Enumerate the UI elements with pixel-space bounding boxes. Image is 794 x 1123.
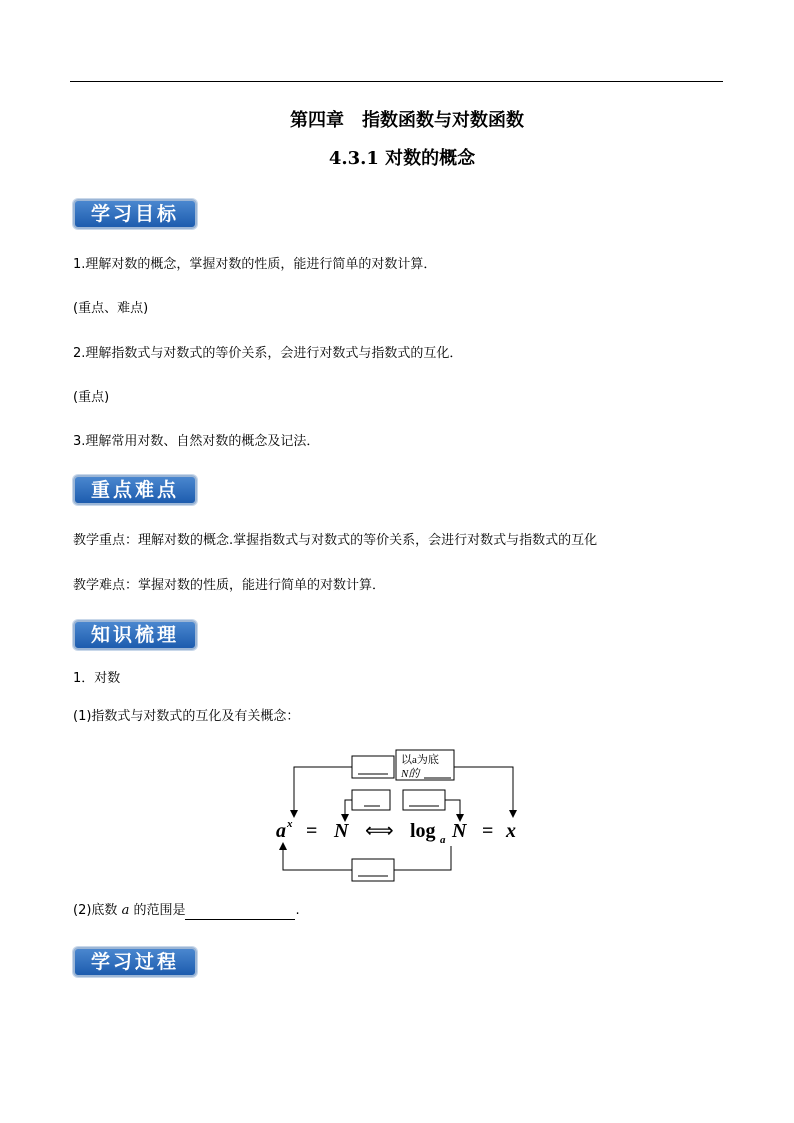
blank-box <box>352 859 394 881</box>
objective-item: (重点) <box>73 390 110 405</box>
eq-arrow: ⟺ <box>365 820 394 842</box>
knowledge-badge: 知识梳理 <box>73 620 197 650</box>
arrow-to-base <box>294 767 352 814</box>
eq-equals: = <box>306 820 318 842</box>
answer-blank[interactable] <box>185 905 295 920</box>
section-title: 4.3.1 对数的概念 <box>328 148 476 169</box>
blank-box <box>352 790 390 810</box>
knowledge-heading: 1．对数 <box>73 671 121 686</box>
line-bottom-right <box>394 846 451 870</box>
sub2-suffix: . <box>295 903 300 918</box>
objective-item: (重点、难点) <box>73 301 149 316</box>
diagram-svg <box>270 748 530 888</box>
sub2-prefix: (2)底数 <box>73 903 122 918</box>
sub2-var: a <box>121 903 130 918</box>
sub2-mid: 的范围是 <box>129 903 186 918</box>
eq-n2: N <box>452 820 467 842</box>
log-exp-diagram <box>270 748 530 892</box>
teaching-difficulty: 教学难点：掌握对数的性质，能进行简单的对数计算． <box>73 578 386 593</box>
label-line1: 以a为底 <box>401 754 439 766</box>
objectives-badge: 学习目标 <box>73 199 197 229</box>
chapter-title: 第四章 指数函数与对数函数 <box>290 110 524 131</box>
knowledge-sub1: (1)指数式与对数式的互化及有关概念： <box>73 709 300 724</box>
eq-x: x <box>506 820 516 842</box>
eq-equals2: = <box>482 820 494 842</box>
eq-log: log <box>410 820 436 842</box>
arrow-bottom-left <box>283 846 352 870</box>
objective-item: 3.理解常用对数、自然对数的概念及记法． <box>73 434 320 449</box>
header-rule <box>70 81 723 82</box>
eq-left-base: a <box>276 820 286 842</box>
label-line2: N的 <box>401 768 420 780</box>
objective-item: 1.理解对数的概念，掌握对数的性质，能进行简单的对数计算． <box>73 257 437 272</box>
arrow-to-exponent <box>454 767 513 814</box>
arrow-to-n <box>345 800 352 818</box>
key-points-badge: 重点难点 <box>73 475 197 505</box>
process-badge: 学习过程 <box>73 947 197 977</box>
eq-log-sub: a <box>440 834 446 846</box>
knowledge-sub2 <box>73 902 300 920</box>
blank-box <box>352 756 394 778</box>
arrow-to-n2 <box>445 800 460 818</box>
eq-left-exp: x <box>287 818 293 830</box>
blank-box <box>403 790 445 810</box>
teaching-focus: 教学重点：理解对数的概念.掌握指数式与对数式的等价关系，会进行对数式与指数式的互化 <box>73 533 598 548</box>
eq-n: N <box>334 820 349 842</box>
objective-item: 2.理解指数式与对数式的等价关系，会进行对数式与指数式的互化． <box>73 346 463 361</box>
